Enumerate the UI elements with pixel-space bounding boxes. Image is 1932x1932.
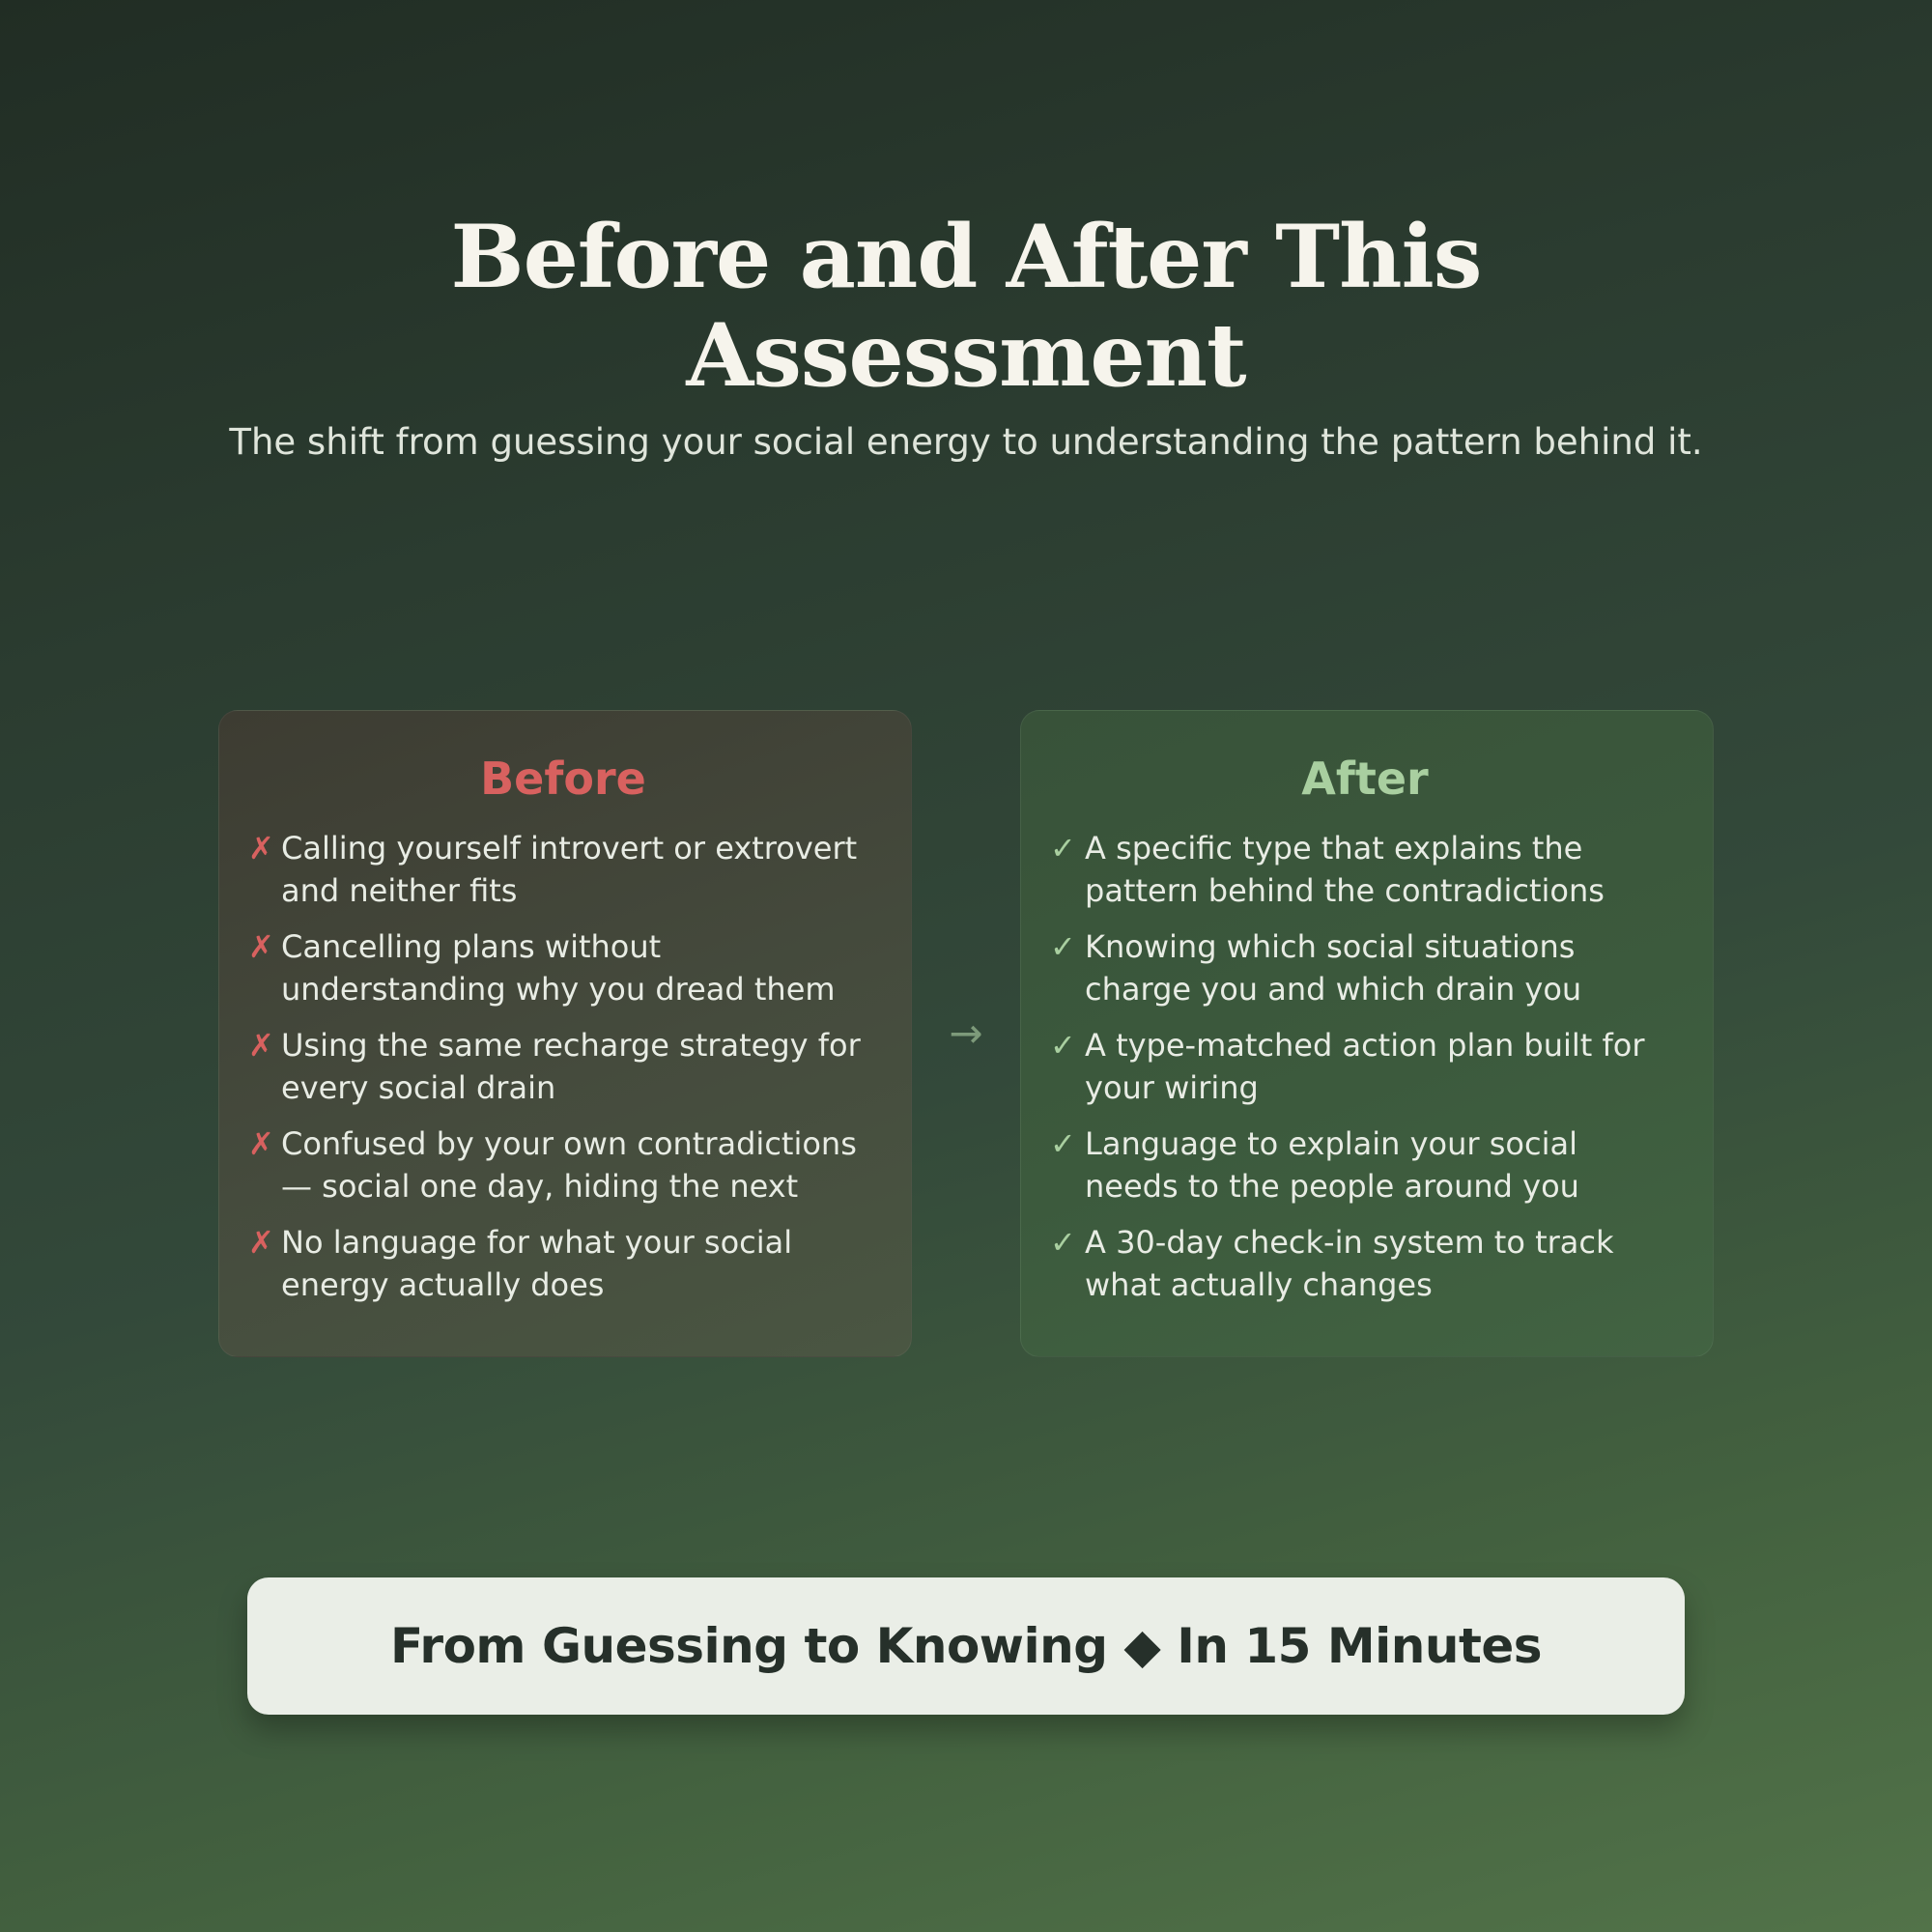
header — [0, 208, 1932, 467]
before-item-text: Using the same recharge strategy for every social drain — [281, 1027, 861, 1106]
check-icon: ✓ — [1050, 928, 1076, 965]
page-subtitle: The shift from guessing your social energy to understanding the pattern behind it. — [229, 421, 1703, 463]
before-list-item — [248, 827, 878, 912]
after-card — [1020, 710, 1714, 1357]
before-item-text: No language for what your social energy actually does — [281, 1224, 793, 1303]
arrow-right-icon: → — [949, 1009, 983, 1057]
after-item-text: Knowing which social situations charge you and which drain you — [1085, 928, 1582, 1008]
after-item-text: A type-matched action plan built for your wiring — [1085, 1027, 1645, 1106]
after-list-item — [1050, 1122, 1680, 1208]
cross-icon: ✗ — [248, 1125, 274, 1162]
cross-icon: ✗ — [248, 928, 274, 965]
cta-label: From Guessing to Knowing ◆ In 15 Minutes — [389, 1618, 1543, 1674]
cross-icon: ✗ — [248, 1224, 274, 1261]
check-icon: ✓ — [1050, 1027, 1076, 1064]
cross-icon: ✗ — [248, 830, 274, 867]
before-list-item — [248, 1024, 878, 1109]
after-list-item — [1050, 1221, 1680, 1306]
after-list-item — [1050, 925, 1680, 1010]
check-icon: ✓ — [1050, 1125, 1076, 1162]
before-list-item — [248, 1221, 878, 1306]
before-item-text: Calling yourself introvert or extrovert and neither fits — [281, 830, 858, 909]
after-heading: After — [1301, 753, 1429, 805]
cross-icon: ✗ — [248, 1027, 274, 1064]
before-card — [218, 710, 912, 1357]
cta-button[interactable] — [247, 1577, 1685, 1715]
before-list-item — [248, 925, 878, 1010]
after-item-text: A 30-day check-in system to track what actually changes — [1085, 1224, 1614, 1303]
check-icon: ✓ — [1050, 830, 1076, 867]
after-item-text: A specific type that explains the pattern behind the contradictions — [1085, 830, 1605, 909]
before-item-text: Confused by your own contradictions — social one day, hiding the next — [281, 1125, 857, 1205]
after-list-item — [1050, 827, 1680, 912]
after-list-item — [1050, 1024, 1680, 1109]
before-heading: Before — [480, 753, 646, 805]
before-list-item — [248, 1122, 878, 1208]
after-item-text: Language to explain your social needs to the people around you — [1085, 1125, 1579, 1205]
before-item-text: Cancelling plans without understanding why you dread them — [281, 928, 836, 1008]
check-icon: ✓ — [1050, 1224, 1076, 1261]
page-title: Before and After This Assessment — [450, 206, 1482, 407]
